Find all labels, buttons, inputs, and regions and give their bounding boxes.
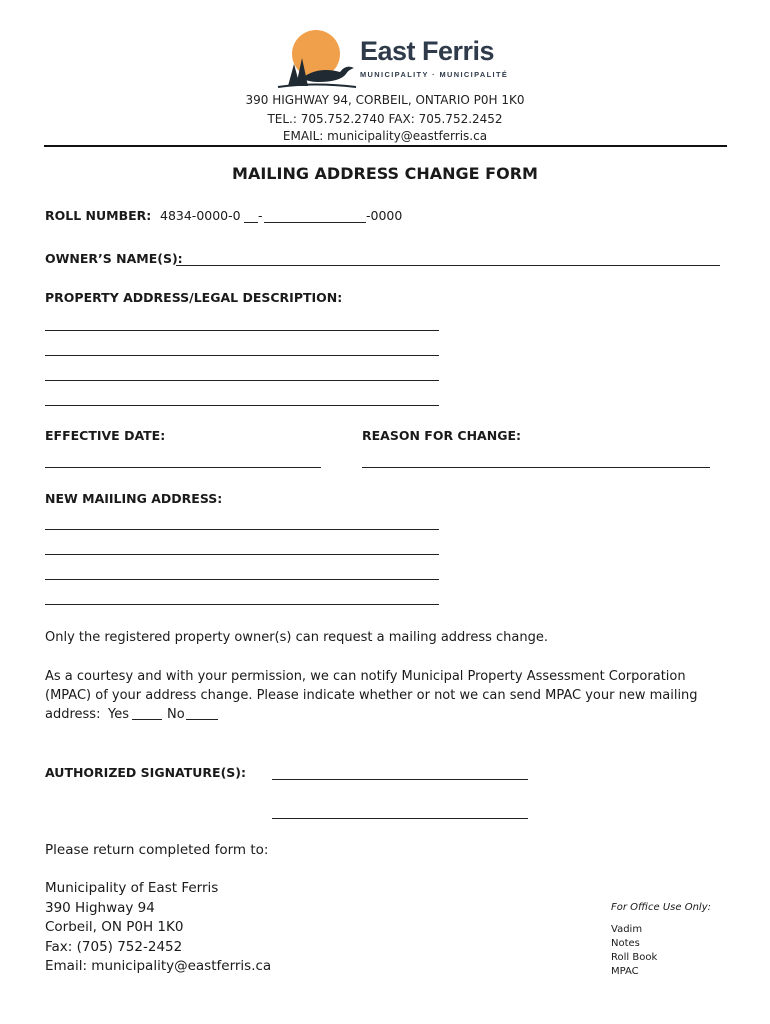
return-intro: Please return completed form to: bbox=[45, 842, 269, 858]
office-use-item: MPAC bbox=[611, 966, 639, 977]
signature-field[interactable] bbox=[272, 818, 528, 819]
mpac-courtesy-line2: (MPAC) of your address change. Please indicate whether or not we can send MPAC your new mailing bbox=[45, 688, 698, 703]
roll-number-blank[interactable] bbox=[264, 222, 366, 223]
new-mailing-address-label: NEW MAIILING ADDRESS: bbox=[45, 491, 223, 506]
effective-date-label: EFFECTIVE DATE: bbox=[45, 428, 166, 443]
new-mailing-address-line[interactable] bbox=[45, 604, 439, 605]
municipal-address: 390 HIGHWAY 94, CORBEIL, ONTARIO P0H 1K0 bbox=[245, 93, 525, 107]
property-address-line[interactable] bbox=[45, 330, 439, 331]
return-address-line: Corbeil, ON P0H 1K0 bbox=[45, 919, 184, 935]
property-address-line[interactable] bbox=[45, 355, 439, 356]
effective-date-field[interactable] bbox=[45, 467, 321, 468]
header-divider bbox=[44, 145, 727, 147]
return-address-line: Fax: (705) 752-2452 bbox=[45, 938, 183, 955]
authorized-signature-label: AUTHORIZED SIGNATURE(S): bbox=[45, 765, 247, 780]
mpac-yes-label: Yes bbox=[108, 707, 129, 722]
new-mailing-address-line[interactable] bbox=[45, 529, 439, 530]
return-address-line: Email: municipality@eastferris.ca bbox=[45, 958, 272, 974]
owner-only-note: Only the registered property owner(s) can request a mailing address change. bbox=[45, 630, 549, 645]
office-use-item: Roll Book bbox=[611, 952, 658, 963]
signature-field[interactable] bbox=[272, 779, 528, 780]
mpac-courtesy-address: address: bbox=[45, 707, 101, 722]
roll-number-blank[interactable] bbox=[244, 222, 258, 223]
logo-subtitle: MUNICIPALITY · MUNICIPALITÉ bbox=[360, 70, 509, 79]
east-ferris-logo bbox=[274, 28, 514, 90]
return-address-line: 390 Highway 94 bbox=[45, 899, 155, 916]
mpac-no-label: No bbox=[167, 707, 185, 722]
form-title: MAILING ADDRESS CHANGE FORM bbox=[232, 164, 538, 183]
office-use-item: Vadim bbox=[611, 924, 643, 935]
return-address-line: Municipality of East Ferris bbox=[45, 880, 219, 896]
office-use-list bbox=[611, 923, 657, 979]
roll-number-label: ROLL NUMBER: bbox=[45, 208, 152, 223]
property-address-line[interactable] bbox=[45, 405, 439, 406]
property-address-label: PROPERTY ADDRESS/LEGAL DESCRIPTION: bbox=[45, 290, 343, 305]
roll-number-prefix: 4834-0000-0 bbox=[160, 208, 241, 223]
mpac-courtesy-line1: As a courtesy and with your permission, we can notify Municipal Property Assessment Corporation bbox=[45, 669, 686, 684]
office-use-heading: For Office Use Only: bbox=[611, 902, 711, 913]
reason-for-change-label: REASON FOR CHANGE: bbox=[362, 428, 521, 443]
municipal-email: EMAIL: municipality@eastferris.ca bbox=[282, 129, 488, 143]
new-mailing-address-line[interactable] bbox=[45, 579, 439, 580]
owner-name-field[interactable] bbox=[176, 265, 720, 266]
reason-for-change-field[interactable] bbox=[362, 467, 710, 468]
mpac-yes-field[interactable] bbox=[132, 719, 162, 720]
municipal-phone-fax: TEL.: 705.752.2740 FAX: 705.752.2452 bbox=[267, 112, 503, 126]
office-use-item: Notes bbox=[611, 938, 640, 949]
property-address-line[interactable] bbox=[45, 380, 439, 381]
logo-name: East Ferris bbox=[360, 36, 495, 66]
loon-sun-logo-icon bbox=[274, 28, 360, 90]
new-mailing-address-line[interactable] bbox=[45, 554, 439, 555]
roll-number-suffix: -0000 bbox=[366, 208, 403, 223]
return-address-block bbox=[45, 879, 271, 977]
mpac-no-field[interactable] bbox=[186, 719, 218, 720]
owner-name-label: OWNER’S NAME(S): bbox=[45, 251, 183, 266]
